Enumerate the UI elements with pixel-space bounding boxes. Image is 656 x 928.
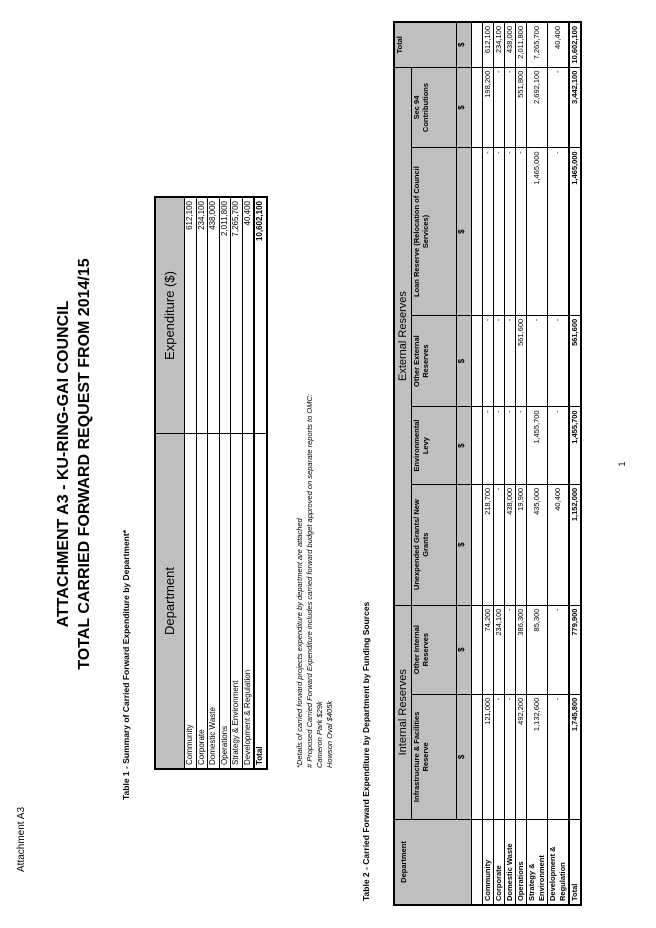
col-header-total: Total — [394, 22, 457, 67]
value-cell: - — [505, 407, 516, 484]
value-cell: - — [494, 67, 505, 148]
summary-table — [154, 196, 268, 770]
value-cell: - — [494, 407, 505, 484]
value-cell: - — [483, 315, 494, 407]
col-header: Other Internal Reserves — [412, 605, 457, 694]
value-cell: 19,900 — [516, 484, 527, 605]
table-row — [505, 22, 516, 905]
value-cell: - — [516, 407, 527, 484]
dept-cell: Development & Regulation — [548, 820, 570, 906]
table-total-row — [569, 22, 581, 905]
table2-caption: Table 2 - Carried Forward Expenditure by Department by Funding Sources — [361, 601, 371, 901]
dept-cell: Development & Regulation — [242, 434, 254, 770]
col-header: Other External Reserves — [412, 315, 457, 407]
value-cell: 234,100 — [494, 605, 505, 694]
value-cell: - — [527, 315, 548, 407]
table-row — [548, 22, 570, 905]
value-cell: 218,700 — [483, 484, 494, 605]
value-cell: - — [505, 148, 516, 315]
table1-header-expenditure: Expenditure ($) — [155, 197, 185, 434]
page-number: 1 — [617, 461, 627, 467]
value-cell: 779,900 — [569, 605, 581, 694]
value-cell: 3,442,100 — [569, 67, 581, 148]
value-cell: 1,465,000 — [527, 148, 548, 315]
spacer-row — [472, 22, 483, 905]
footnotes — [295, 394, 335, 768]
value-cell: 198,200 — [483, 67, 494, 148]
table-row — [516, 22, 527, 905]
value-cell: 74,200 — [483, 605, 494, 694]
value-cell: - — [548, 315, 570, 407]
value-cell: 1,455,700 — [527, 407, 548, 484]
value-cell: 551,800 — [516, 67, 527, 148]
value-cell: - — [505, 315, 516, 407]
value-cell: 1,152,000 — [569, 484, 581, 605]
table-row — [185, 197, 197, 769]
table-row — [231, 197, 243, 769]
dept-cell: Domestic Waste — [208, 434, 220, 770]
value-cell: - — [494, 694, 505, 819]
value-cell: 1,465,000 — [569, 148, 581, 315]
value-cell: - — [548, 67, 570, 148]
footnote: Cameron Park $29k — [315, 701, 324, 768]
table1-caption: Table 1 - Summary of Carried Forward Expenditure by Department* — [121, 529, 131, 800]
col-header: Unexpended Grants/ New Grants — [412, 484, 457, 605]
group-internal-reserves: Internal Reserves — [394, 605, 412, 819]
value-cell: - — [494, 315, 505, 407]
value-cell: 2,011,800 — [516, 22, 527, 67]
unit-cell: $ — [457, 22, 472, 67]
group-external-reserves: External Reserves — [394, 67, 412, 605]
value-cell: - — [483, 148, 494, 315]
unit-cell: $ — [457, 407, 472, 484]
value-cell: - — [548, 407, 570, 484]
value-cell: 1,455,700 — [569, 407, 581, 484]
value-cell: 7,265,700 — [527, 22, 548, 67]
value-cell: - — [548, 605, 570, 694]
dept-cell: Corporate — [494, 820, 505, 906]
dept-cell: Operations — [516, 820, 527, 906]
table-row — [242, 197, 254, 769]
col-header: Loan Reserve (Relocation of Council Services) — [412, 148, 457, 315]
dept-cell: Strategy & Environment — [231, 434, 243, 770]
value-cell: 612,100 — [483, 22, 494, 67]
table-row — [219, 197, 231, 769]
value-cell: 612,100 — [185, 197, 197, 434]
value-cell: 40,400 — [548, 22, 570, 67]
value-cell: 438,000 — [505, 484, 516, 605]
dept-cell: Strategy & Environment — [527, 820, 548, 906]
attachment-side-label: Attachment A3 — [16, 806, 27, 872]
value-cell: 1,132,600 — [527, 694, 548, 819]
value-cell: 1,745,800 — [569, 694, 581, 819]
value-cell: 85,300 — [527, 605, 548, 694]
table-row — [527, 22, 548, 905]
dept-cell: Total — [569, 820, 581, 906]
value-cell: - — [505, 605, 516, 694]
table-row — [483, 22, 494, 905]
value-cell: 2,692,100 — [527, 67, 548, 148]
value-cell: 438,000 — [505, 22, 516, 67]
total-value: 10,602,100 — [254, 197, 267, 434]
total-label: Total — [254, 434, 267, 770]
footnote: Howson Oval $405k — [325, 700, 334, 768]
table-row — [196, 197, 208, 769]
table-row — [494, 22, 505, 905]
dept-cell: Operations — [219, 434, 231, 770]
value-cell: - — [483, 407, 494, 484]
value-cell: - — [548, 148, 570, 315]
title-line-2: TOTAL CARRIED FORWARD REQUEST FROM 2014/15 — [76, 258, 93, 670]
value-cell: 435,000 — [527, 484, 548, 605]
value-cell: 40,400 — [548, 484, 570, 605]
value-cell: 561,600 — [569, 315, 581, 407]
dept-cell: Domestic Waste — [505, 820, 516, 906]
table1-header-department: Department — [155, 434, 185, 770]
footnote: *Details of carried forward projects expenditure by department are attached — [295, 518, 304, 768]
value-cell: - — [494, 484, 505, 605]
value-cell: 40,400 — [242, 197, 254, 434]
value-cell: 2,011,800 — [219, 197, 231, 434]
value-cell: - — [548, 694, 570, 819]
col-header: Infrastructure & Facilities Reserve — [412, 694, 457, 819]
value-cell: - — [494, 148, 505, 315]
value-cell: - — [516, 148, 527, 315]
value-cell: 386,300 — [516, 605, 527, 694]
unit-cell: $ — [457, 315, 472, 407]
value-cell: 438,000 — [208, 197, 220, 434]
value-cell: - — [505, 67, 516, 148]
value-cell: - — [505, 694, 516, 819]
dept-cell: Corporate — [196, 434, 208, 770]
unit-cell: $ — [457, 694, 472, 819]
unit-cell: $ — [457, 484, 472, 605]
col-header: Environmental Levy — [412, 407, 457, 484]
footnote: # Proposed Carried Forward Expenditure includes carried forward budget approved on separate reports to OMC: — [305, 394, 314, 768]
value-cell: 10,602,100 — [569, 22, 581, 67]
table2-header-department: Department — [394, 820, 472, 906]
col-header: Sec 94 Contributions — [412, 67, 457, 148]
value-cell: 492,200 — [516, 694, 527, 819]
funding-table — [393, 21, 582, 906]
unit-cell: $ — [457, 148, 472, 315]
table-total-row — [254, 197, 267, 769]
unit-cell: $ — [457, 605, 472, 694]
table-row — [208, 197, 220, 769]
dept-cell: Community — [185, 434, 197, 770]
value-cell: 234,100 — [494, 22, 505, 67]
dept-cell: Community — [483, 820, 494, 906]
unit-cell: $ — [457, 67, 472, 148]
value-cell: 121,000 — [483, 694, 494, 819]
value-cell: 234,100 — [196, 197, 208, 434]
title-line-1: ATTACHMENT A3 - KU-RING-GAI COUNCIL — [55, 300, 72, 628]
value-cell: 7,265,700 — [231, 197, 243, 434]
value-cell: 561,600 — [516, 315, 527, 407]
